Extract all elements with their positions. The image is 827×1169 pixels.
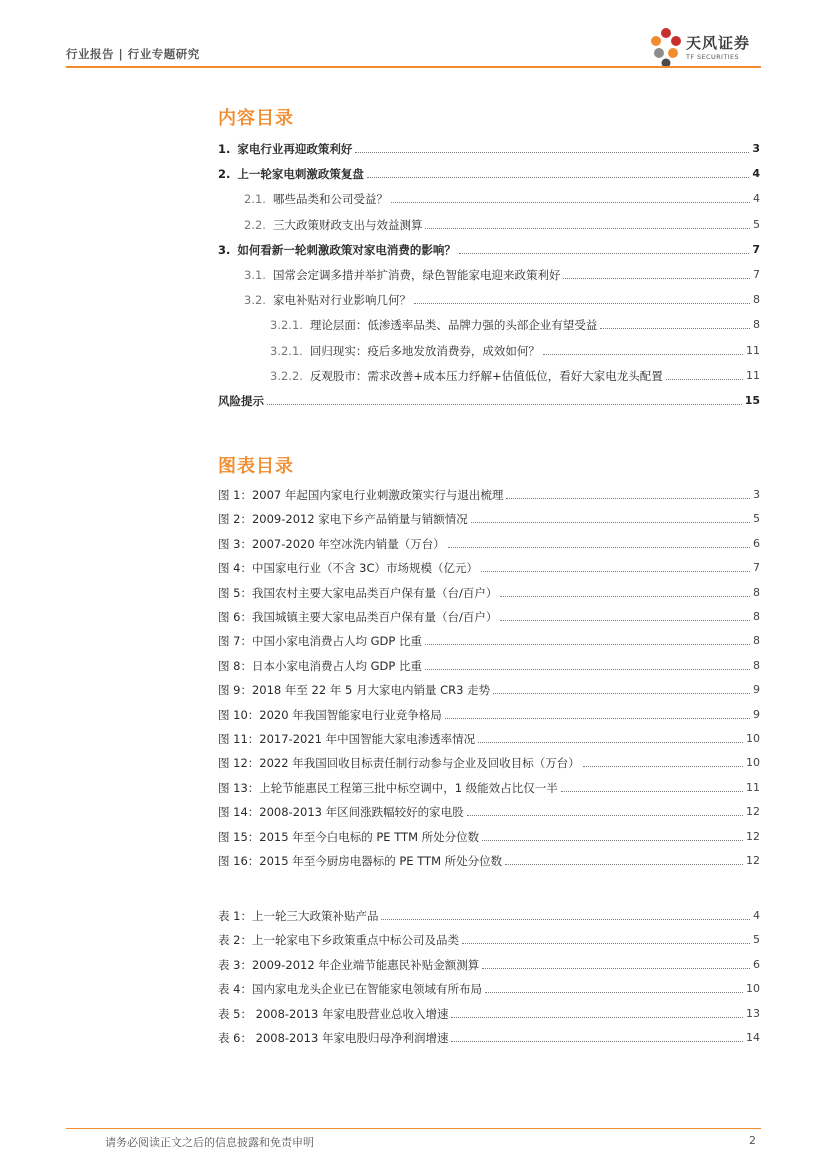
figure-entry[interactable] xyxy=(218,704,760,722)
toc-entry-label: 风险提示 xyxy=(218,394,264,408)
footer-disclaimer: 请务必阅读正文之后的信息披露和免责申明 xyxy=(105,1136,314,1149)
toc-entry-label: 家电补贴对行业影响几何？ xyxy=(272,293,411,307)
dot-leader xyxy=(506,497,750,499)
toc-entry-label: 图 13：上轮节能惠民工程第三批中标空调中，1 级能效占比仅一半 xyxy=(218,781,558,795)
figure-entry[interactable] xyxy=(218,777,760,795)
toc-entry-number: 2. xyxy=(218,167,231,181)
figure-entry[interactable] xyxy=(218,679,760,697)
figure-entry[interactable] xyxy=(218,630,760,648)
dot-leader xyxy=(267,403,742,405)
dot-leader xyxy=(485,991,743,993)
toc-entry-number: 3. xyxy=(218,243,231,257)
logo-subtitle: TF SECURITIES xyxy=(686,53,740,61)
figure-entry[interactable] xyxy=(218,533,760,551)
figure-entry[interactable] xyxy=(218,752,760,770)
toc-entry-label: 如何看新一轮刺激政策对家电消费的影响？ xyxy=(237,243,456,257)
toc-entry-number: 1. xyxy=(218,142,231,156)
toc-entry-label: 图 6：我国城镇主要大家电品类百户保有量（台/百户） xyxy=(218,610,498,624)
toc-entry-page: 12 xyxy=(746,854,760,867)
contents-entry[interactable] xyxy=(270,314,760,332)
toc-entry-page: 9 xyxy=(753,708,760,721)
toc-entry-page: 11 xyxy=(746,781,760,794)
toc-entry-page: 5 xyxy=(753,218,760,231)
toc-entry-number: 3.2.1. xyxy=(270,344,303,358)
toc-entry-label: 家电行业再迎政策利好 xyxy=(237,142,353,156)
dot-leader xyxy=(505,863,743,865)
toc-entry-label: 表 2：上一轮家电下乡政策重点中标公司及品类 xyxy=(218,933,459,947)
toc-entry-page: 13 xyxy=(746,1007,760,1020)
dot-leader xyxy=(500,595,750,597)
toc-entry-page: 9 xyxy=(753,683,760,696)
toc-entry-number: 3.2.2. xyxy=(270,369,303,383)
dot-leader xyxy=(425,227,750,229)
dot-leader xyxy=(414,302,750,304)
toc-entry-page: 5 xyxy=(753,933,760,946)
contents-entry[interactable] xyxy=(244,188,760,206)
toc-entry-label: 图 9：2018 年至 22 年 5 月大家电内销量 CR3 走势 xyxy=(218,683,491,697)
footer-divider xyxy=(66,1128,761,1129)
toc-entry-number: 2.2. xyxy=(244,218,266,232)
toc-entry-page: 7 xyxy=(753,268,760,281)
toc-entry-page: 5 xyxy=(753,512,760,525)
toc-entry-label: 表 5： 2008-2013 年家电股营业总收入增速 xyxy=(218,1007,449,1021)
toc-entry-page: 12 xyxy=(746,830,760,843)
figure-entry[interactable] xyxy=(218,508,760,526)
toc-entry-number: 3.2. xyxy=(244,293,266,307)
table-entry[interactable] xyxy=(218,905,760,923)
dot-leader xyxy=(425,643,750,645)
contents-entry[interactable] xyxy=(218,163,760,181)
dot-leader xyxy=(481,570,750,572)
toc-entry-page: 4 xyxy=(753,909,760,922)
toc-entry-page: 15 xyxy=(744,394,760,407)
toc-entry-page: 7 xyxy=(752,243,760,256)
toc-entry-page: 3 xyxy=(753,488,760,501)
table-entry[interactable] xyxy=(218,929,760,947)
dot-leader xyxy=(391,201,750,203)
figures-title: 图表目录 xyxy=(218,456,294,477)
dot-leader xyxy=(493,692,750,694)
toc-entry-label: 上一轮家电刺激政策复盘 xyxy=(237,167,364,181)
toc-entry-number: 3.2.1. xyxy=(270,318,303,332)
dot-leader xyxy=(583,765,743,767)
figure-entry[interactable] xyxy=(218,826,760,844)
dot-leader xyxy=(381,918,750,920)
dot-leader xyxy=(482,967,750,969)
dot-leader xyxy=(445,717,750,719)
contents-entry[interactable] xyxy=(270,340,760,358)
dot-leader xyxy=(600,327,750,329)
toc-entry-label: 图 16：2015 年至今厨房电器标的 PE TTM 所处分位数 xyxy=(218,854,503,868)
toc-entry-page: 8 xyxy=(753,293,760,306)
page-number: 2 xyxy=(749,1134,756,1147)
toc-entry-label: 表 1：上一轮三大政策补贴产品 xyxy=(218,909,379,923)
dot-leader xyxy=(462,942,750,944)
dot-leader xyxy=(425,668,750,670)
figure-entry[interactable] xyxy=(218,728,760,746)
report-category: 行业报告 | 行业专题研究 xyxy=(66,47,200,61)
dot-leader xyxy=(471,521,750,523)
dot-leader xyxy=(666,378,743,380)
dot-leader xyxy=(451,1016,743,1018)
dot-leader xyxy=(563,277,750,279)
toc-entry-label: 图 5：我国农村主要大家电品类百户保有量（台/百户） xyxy=(218,586,498,600)
figure-entry[interactable] xyxy=(218,850,760,868)
toc-entry-page: 8 xyxy=(753,634,760,647)
toc-entry-label: 回归现实：疫后多地发放消费券，成效如何？ xyxy=(309,344,540,358)
table-entry[interactable] xyxy=(218,978,760,996)
contents-entry[interactable] xyxy=(270,365,760,383)
logo-text: 天风证券 xyxy=(686,34,751,52)
contents-title: 内容目录 xyxy=(218,108,294,129)
dot-leader xyxy=(467,814,743,816)
dot-leader xyxy=(367,176,749,178)
toc-entry-page: 14 xyxy=(746,1031,760,1044)
figure-entry[interactable] xyxy=(218,606,760,624)
contents-entry[interactable] xyxy=(244,214,760,232)
toc-entry-page: 11 xyxy=(746,344,760,357)
dot-leader xyxy=(478,741,743,743)
contents-entry[interactable] xyxy=(218,390,760,408)
contents-entry[interactable] xyxy=(218,138,760,156)
toc-entry-page: 6 xyxy=(753,537,760,550)
table-entry[interactable] xyxy=(218,954,760,972)
toc-entry-page: 8 xyxy=(753,659,760,672)
toc-entry-number: 2.1. xyxy=(244,192,266,206)
dot-leader xyxy=(451,1040,743,1042)
toc-entry-page: 7 xyxy=(753,561,760,574)
toc-entry-label: 图 4：中国家电行业（不含 3C）市场规模（亿元） xyxy=(218,561,478,575)
table-entry[interactable] xyxy=(218,1003,760,1021)
contents-entry[interactable] xyxy=(244,289,760,307)
toc-entry-label: 表 6： 2008-2013 年家电股归母净利润增速 xyxy=(218,1031,449,1045)
toc-entry-page: 10 xyxy=(746,756,760,769)
toc-entry-label: 图 1：2007 年起国内家电行业刺激政策实行与退出梳理 xyxy=(218,488,504,502)
dot-leader xyxy=(482,839,743,841)
dot-leader xyxy=(355,151,749,153)
contents-entry[interactable] xyxy=(244,264,760,282)
toc-entry-label: 表 4：国内家电龙头企业已在智能家电领域有所布局 xyxy=(218,982,482,996)
toc-entry-label: 图 11：2017-2021 年中国智能大家电渗透率情况 xyxy=(218,732,476,746)
figure-entry[interactable] xyxy=(218,655,760,673)
dot-leader xyxy=(543,353,743,355)
table-entry[interactable] xyxy=(218,1027,760,1045)
toc-entry-page: 8 xyxy=(753,586,760,599)
toc-entry-label: 理论层面：低渗透率品类、品牌力强的头部企业有望受益 xyxy=(309,318,598,332)
toc-entry-label: 图 15：2015 年至今白电标的 PE TTM 所处分位数 xyxy=(218,830,480,844)
toc-entry-label: 图 3：2007-2020 年空冰洗内销量（万台） xyxy=(218,537,445,551)
toc-entry-page: 8 xyxy=(753,318,760,331)
toc-entry-label: 三大政策财政支出与效益测算 xyxy=(272,218,423,232)
figure-entry[interactable] xyxy=(218,582,760,600)
toc-entry-label: 表 3：2009-2012 年企业端节能惠民补贴金额测算 xyxy=(218,958,480,972)
toc-entry-page: 6 xyxy=(753,958,760,971)
toc-entry-page: 3 xyxy=(752,142,760,155)
dot-leader xyxy=(561,790,743,792)
toc-entry-label: 反观股市：需求改善+成本压力纾解+估值低位，看好大家电龙头配置 xyxy=(309,369,663,383)
figure-entry[interactable] xyxy=(218,557,760,575)
toc-entry-number: 3.1. xyxy=(244,268,266,282)
dot-leader xyxy=(500,619,750,621)
toc-entry-page: 8 xyxy=(753,610,760,623)
toc-entry-label: 图 12：2022 年我国回收目标责任制行动参与企业及回收目标（万台） xyxy=(218,756,580,770)
toc-entry-page: 4 xyxy=(752,167,760,180)
toc-entry-label: 图 14：2008-2013 年区间涨跌幅较好的家电股 xyxy=(218,805,464,819)
toc-entry-page: 10 xyxy=(746,982,760,995)
toc-entry-page: 10 xyxy=(746,732,760,745)
dot-leader xyxy=(459,252,749,254)
toc-entry-page: 12 xyxy=(746,805,760,818)
toc-entry-page: 4 xyxy=(753,192,760,205)
toc-entry-label: 图 7：中国小家电消费占人均 GDP 比重 xyxy=(218,634,422,648)
toc-entry-label: 图 8：日本小家电消费占人均 GDP 比重 xyxy=(218,659,422,673)
toc-entry-page: 11 xyxy=(746,369,760,382)
toc-entry-label: 国常会定调多措并举扩消费，绿色智能家电迎来政策利好 xyxy=(272,268,561,282)
toc-entry-label: 哪些品类和公司受益？ xyxy=(272,192,388,206)
contents-entry[interactable] xyxy=(218,239,760,257)
dot-leader xyxy=(448,546,750,548)
figure-entry[interactable] xyxy=(218,484,760,502)
toc-entry-label: 图 10：2020 年我国智能家电行业竞争格局 xyxy=(218,708,442,722)
figure-entry[interactable] xyxy=(218,801,760,819)
toc-entry-label: 图 2：2009-2012 家电下乡产品销量与销额情况 xyxy=(218,512,468,526)
header-divider xyxy=(66,66,761,68)
